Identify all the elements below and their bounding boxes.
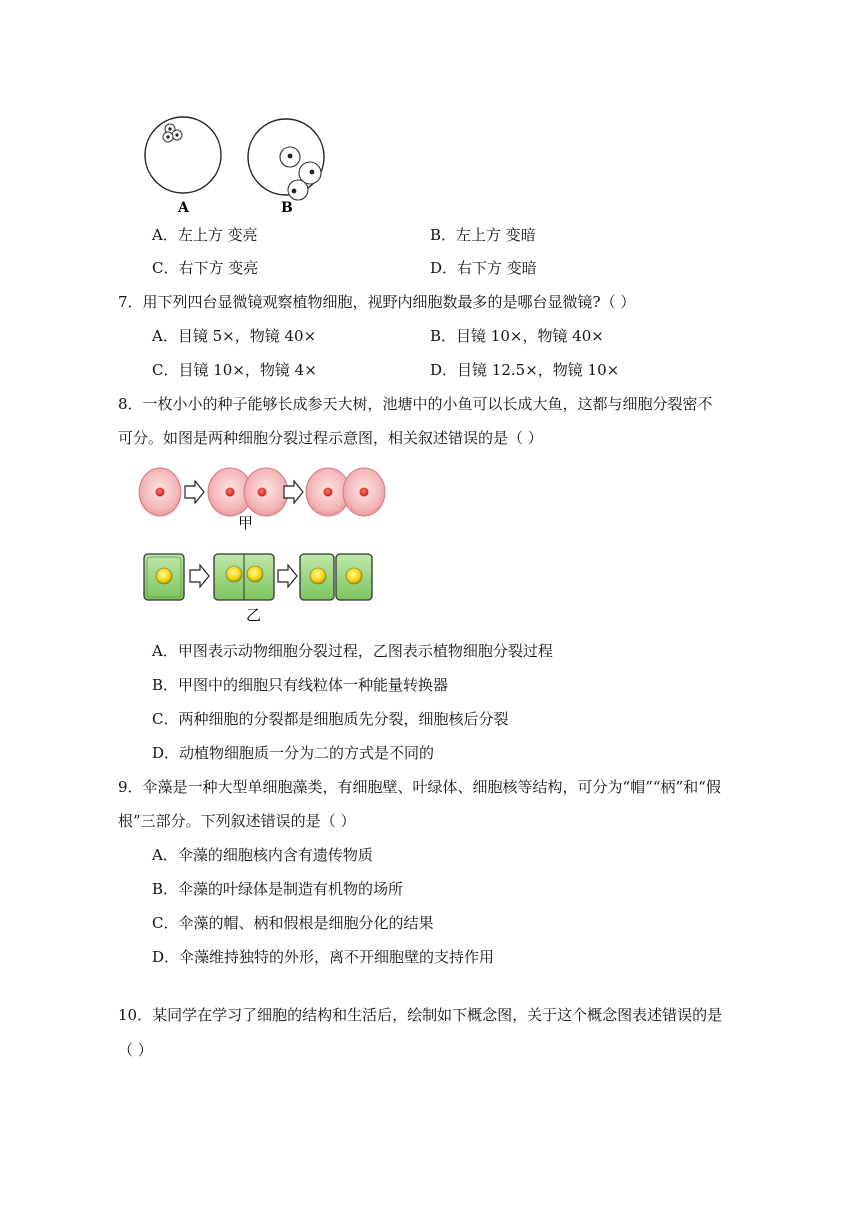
arrow-icon bbox=[190, 565, 209, 587]
q8-option-d[interactable]: D．动植物细胞质一分为二的方式是不同的 bbox=[152, 744, 435, 762]
field-b-label: B bbox=[281, 200, 293, 216]
q7-option-b[interactable]: B．目镜 10×，物镜 40× bbox=[430, 327, 604, 345]
q8-option-c[interactable]: C．两种细胞的分裂都是细胞质先分裂，细胞核后分裂 bbox=[152, 710, 509, 728]
microscope-field-figure bbox=[138, 112, 338, 217]
q7-option-a[interactable]: A．目镜 5×，物镜 40× bbox=[152, 327, 317, 345]
q9-stem-line1: 9．伞藻是一种大型单细胞藻类，有细胞壁、叶绿体、细胞核等结构，可分为“帽”“柄”和“假 bbox=[118, 778, 721, 796]
label-yi: 乙 bbox=[246, 606, 262, 624]
yi-plant-cells bbox=[144, 554, 372, 600]
field-b-cells bbox=[280, 147, 321, 200]
label-jia: 甲 bbox=[238, 514, 254, 532]
jia-animal-cells bbox=[139, 468, 385, 516]
q9-option-b[interactable]: B．伞藻的叶绿体是制造有机物的场所 bbox=[152, 880, 404, 898]
q8-option-b[interactable]: B．甲图中的细胞只有线粒体一种能量转换器 bbox=[152, 676, 449, 694]
q6-option-a[interactable]: A．左上方 变亮 bbox=[152, 226, 258, 244]
field-a-label: A bbox=[178, 200, 189, 216]
arrow-icon bbox=[185, 481, 204, 503]
q9-option-c[interactable]: C．伞藻的帽、柄和假根是细胞分化的结果 bbox=[152, 914, 434, 932]
q7-option-c[interactable]: C．目镜 10×，物镜 4× bbox=[152, 361, 317, 379]
q8-option-a[interactable]: A．甲图表示动物细胞分裂过程，乙图表示植物细胞分裂过程 bbox=[152, 642, 553, 660]
q9-option-a[interactable]: A．伞藻的细胞核内含有遗传物质 bbox=[152, 846, 373, 864]
arrow-icon bbox=[278, 565, 297, 587]
field-a-circle bbox=[145, 117, 221, 193]
field-a-cells bbox=[163, 124, 182, 142]
q6-option-c[interactable]: C．右下方 变亮 bbox=[152, 259, 259, 277]
q8-stem-line1: 8．一枚小小的种子能够长成参天大树，池塘中的小鱼可以长成大鱼，这都与细胞分裂密不 bbox=[118, 395, 713, 413]
q10-stem-line1: 10．某同学在学习了细胞的结构和生活后，绘制如下概念图，关于这个概念图表述错误的是 bbox=[118, 1006, 723, 1024]
q6-option-d[interactable]: D．右下方 变暗 bbox=[430, 259, 537, 277]
q7-option-d[interactable]: D．目镜 12.5×，物镜 10× bbox=[430, 361, 620, 379]
q9-stem-line2: 根”三部分。下列叙述错误的是（ ） bbox=[118, 812, 356, 830]
q6-option-b[interactable]: B．左上方 变暗 bbox=[430, 226, 536, 244]
q10-stem-line2: （ ） bbox=[118, 1041, 153, 1059]
q9-option-d[interactable]: D．伞藻维持独特的外形，离不开细胞壁的支持作用 bbox=[152, 948, 495, 966]
q7-stem: 7．用下列四台显微镜观察植物细胞，视野内细胞数最多的是哪台显微镜?（ ） bbox=[118, 293, 636, 311]
cell-division-figure bbox=[138, 462, 388, 627]
q8-stem-line2: 可分。如图是两种细胞分裂过程示意图，相关叙述错误的是（ ） bbox=[118, 429, 543, 447]
